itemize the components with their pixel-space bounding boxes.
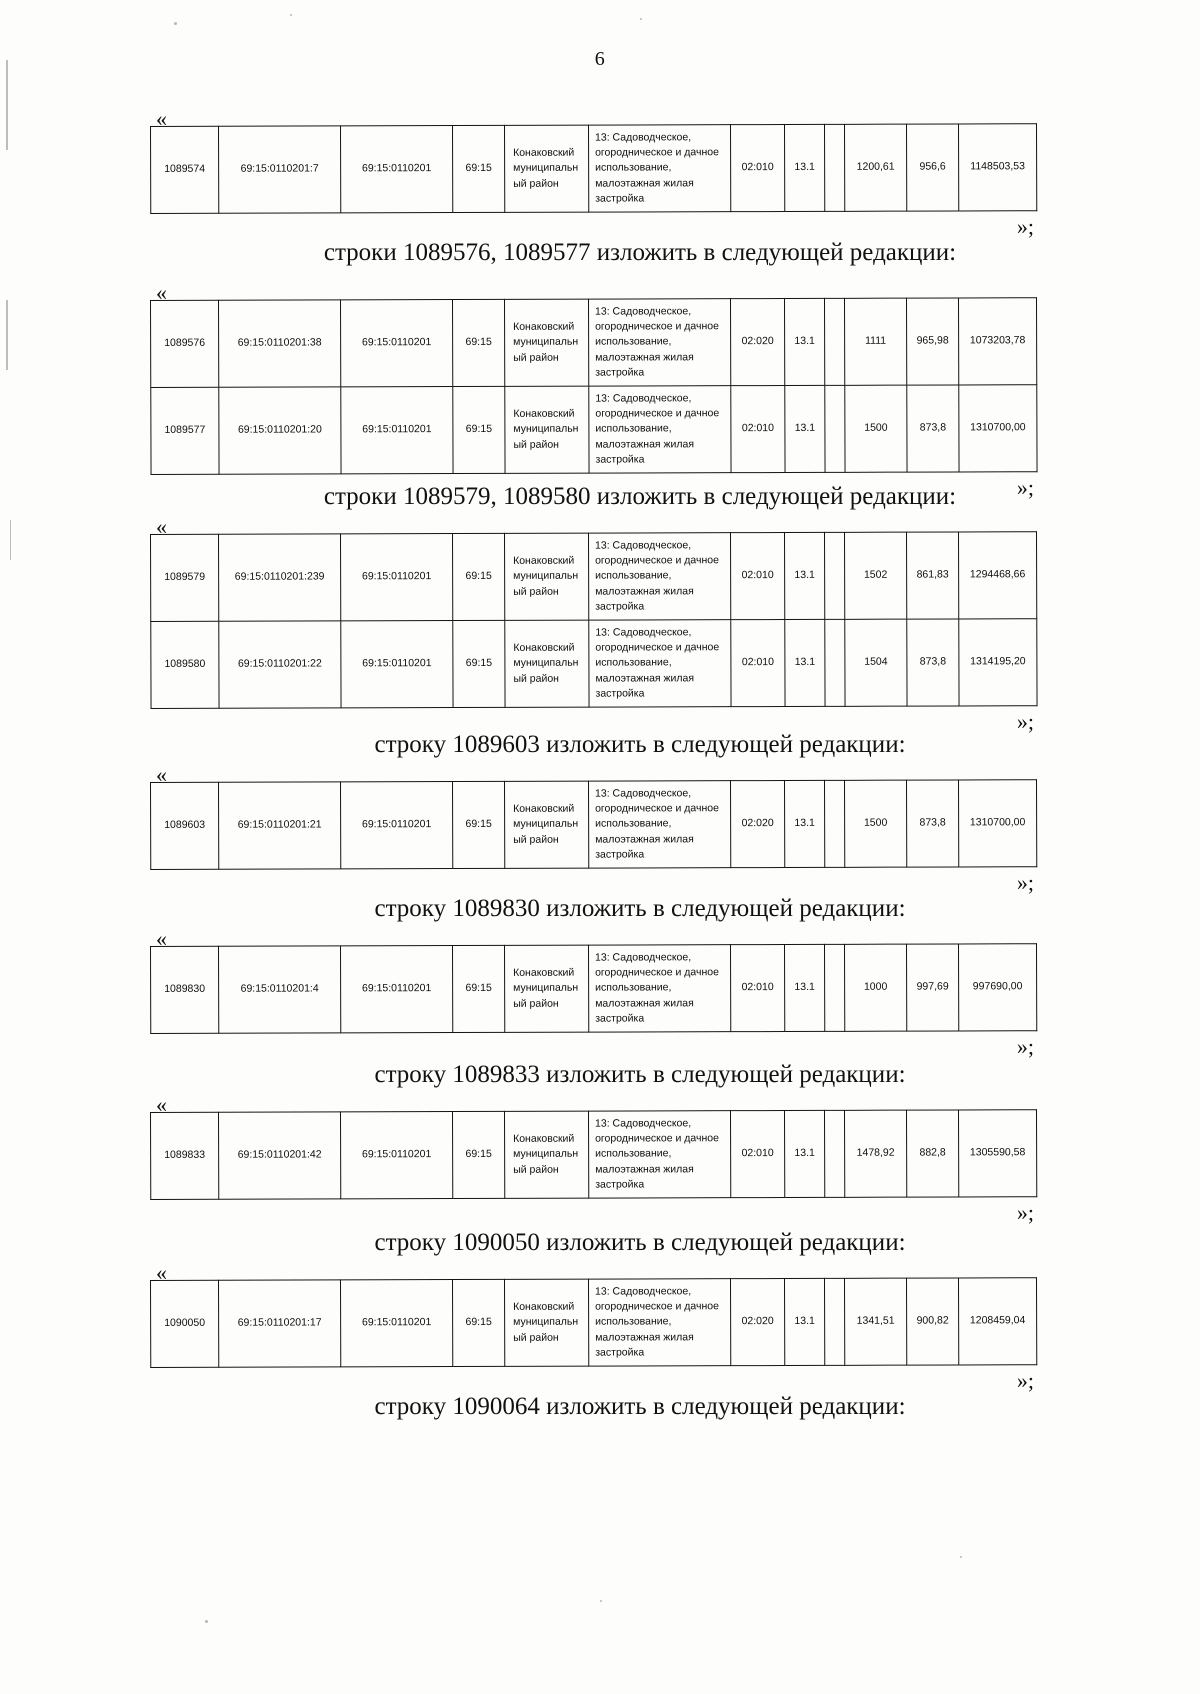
cell-cost: 1294468,66	[958, 532, 1036, 619]
cell-quarter: 69:15:0110201	[341, 621, 453, 708]
cell-vri: 13.1	[785, 619, 825, 706]
cell-municipality: Конаковский муниципальный район	[505, 620, 589, 707]
quote-open: «	[156, 1260, 167, 1285]
quote-open: «	[156, 1092, 167, 1117]
scan-artifact	[6, 300, 8, 370]
section-1089574	[150, 108, 1070, 240]
cell-cost: 1310700,00	[958, 780, 1036, 867]
section-1089603	[150, 730, 1070, 760]
cell-cadastral-number: 69:15:0110201:42	[219, 1112, 341, 1199]
cell-municipality: Конаковский муниципальный район	[504, 1279, 588, 1366]
table-row	[151, 1110, 1037, 1200]
cell-cost: 1208459,04	[958, 1278, 1036, 1365]
cell-row-id: 1089577	[151, 387, 219, 474]
cell-region: 69:15	[453, 620, 505, 707]
section-intro: строку 1089830 изложить в следующей редакции:	[374, 895, 906, 922]
cell-quarter: 69:15:0110201	[341, 1112, 453, 1199]
cell-row-id: 1089576	[151, 300, 219, 387]
cell-quarter: 69:15:0110201	[341, 782, 453, 869]
cell-upks: 873,8	[907, 619, 959, 706]
section-intro: строку 1090050 изложить в следующей редакции:	[374, 1229, 906, 1256]
cell-area: 1200,61	[844, 124, 906, 211]
table-row	[151, 1278, 1037, 1368]
cell-municipality: Конаковский муниципальный район	[504, 781, 588, 868]
cell-description: 13: Садоводческое, огородническое и дачное использование, малоэтажная жилая застройка	[588, 945, 730, 1032]
registry-table	[150, 531, 1038, 709]
cell-municipality: Конаковский муниципальный район	[504, 299, 588, 386]
cell-vri: 13.1	[784, 1278, 824, 1365]
table-row	[151, 298, 1037, 388]
cell-code: 02:010	[731, 386, 785, 473]
cell-region: 69:15	[453, 533, 505, 620]
cell-upks: 965,98	[906, 298, 958, 385]
cell-code: 02:020	[730, 1279, 784, 1366]
table-row	[151, 619, 1037, 709]
section-1089830-table	[150, 928, 1070, 1060]
cell-description: 13: Садоводческое, огородническое и дачное использование, малоэтажная жилая застройка	[588, 533, 730, 620]
section-1090050-table	[150, 1262, 1070, 1394]
cell-cost: 1310700,00	[959, 385, 1037, 472]
cell-quarter: 69:15:0110201	[341, 387, 453, 474]
cell-vri: 13.1	[784, 298, 824, 385]
scan-speck	[290, 14, 292, 16]
cell-row-id: 1090050	[151, 1280, 219, 1367]
cell-cost: 1314195,20	[959, 619, 1037, 706]
cell-blank	[825, 619, 845, 706]
cell-blank	[825, 385, 845, 472]
cell-municipality: Конаковский муниципальный район	[504, 125, 588, 212]
quote-open: «	[156, 926, 167, 951]
quote-close: »;	[1016, 709, 1034, 734]
table-row	[151, 944, 1037, 1034]
cell-area: 1341,51	[844, 1278, 906, 1365]
cell-area: 1111	[844, 298, 906, 385]
registry-table	[150, 1277, 1037, 1368]
scan-artifact	[6, 60, 8, 150]
section-intro: строки 1089576, 1089577 изложить в следующей редакции:	[323, 239, 957, 266]
cell-description: 13: Садоводческое, огородническое и дачное использование, малоэтажная жилая застройка	[589, 620, 731, 707]
cell-blank	[824, 124, 844, 211]
scan-speck	[600, 1600, 602, 1602]
section-intro: строку 1089833 изложить в следующей редакции:	[374, 1061, 906, 1088]
section-1089576-1089577	[150, 238, 1070, 268]
cell-cadastral-number: 69:15:0110201:21	[219, 782, 341, 869]
cell-code: 02:010	[730, 125, 784, 212]
table-row	[151, 532, 1037, 622]
cell-cadastral-number: 69:15:0110201:22	[219, 621, 341, 708]
section-1089579-1089580-table	[150, 516, 1070, 735]
cell-area: 1504	[845, 619, 907, 706]
cell-blank	[824, 1278, 844, 1365]
cell-quarter: 69:15:0110201	[341, 300, 453, 387]
cell-municipality: Конаковский муниципальный район	[504, 1111, 588, 1198]
cell-cadastral-number: 69:15:0110201:239	[219, 534, 341, 621]
cell-code: 02:020	[730, 781, 784, 868]
cell-cost: 997690,00	[958, 944, 1036, 1031]
section-1090050	[150, 1228, 1070, 1258]
section-1089833-table	[150, 1094, 1070, 1226]
cell-region: 69:15	[453, 945, 505, 1032]
section-1089579-1089580	[150, 482, 1070, 512]
cell-region: 69:15	[453, 299, 505, 386]
cell-quarter: 69:15:0110201	[341, 946, 453, 1033]
cell-code: 02:020	[730, 299, 784, 386]
cell-blank	[824, 1110, 844, 1197]
quote-open: «	[156, 762, 167, 787]
cell-cost: 1305590,58	[958, 1110, 1036, 1197]
table-row	[151, 385, 1037, 475]
cell-vri: 13.1	[784, 532, 824, 619]
cell-municipality: Конаковский муниципальный район	[504, 533, 588, 620]
cell-blank	[824, 298, 844, 385]
cell-vri: 13.1	[784, 780, 824, 867]
cell-vri: 13.1	[785, 385, 825, 472]
quote-close: »;	[1016, 1034, 1034, 1059]
section-1089830	[150, 894, 1070, 924]
cell-region: 69:15	[453, 1279, 505, 1366]
cell-region: 69:15	[453, 386, 505, 473]
cell-cadastral-number: 69:15:0110201:7	[219, 126, 341, 213]
scan-speck	[960, 1556, 962, 1558]
page-number: 6	[594, 48, 606, 70]
cell-upks: 873,8	[906, 780, 958, 867]
scan-speck	[174, 22, 177, 25]
cell-description: 13: Садоводческое, огородническое и дачное использование, малоэтажная жилая застройка	[588, 781, 730, 868]
section-intro: строки 1089579, 1089580 изложить в следующей редакции:	[323, 483, 957, 510]
cell-quarter: 69:15:0110201	[341, 534, 453, 621]
quote-close: »;	[1016, 1200, 1034, 1225]
table-row	[151, 780, 1037, 870]
cell-blank	[824, 532, 844, 619]
cell-row-id: 1089603	[151, 782, 219, 869]
scan-speck	[640, 18, 642, 20]
section-1089603-table	[150, 764, 1070, 896]
section-intro: строку 1089603 изложить в следующей редакции:	[374, 731, 906, 758]
quote-close: »;	[1016, 870, 1034, 895]
section-intro: строку 1090064 изложить в следующей редакции:	[374, 1393, 906, 1420]
cell-region: 69:15	[453, 781, 505, 868]
cell-cost: 1073203,78	[958, 298, 1036, 385]
cell-upks: 882,8	[906, 1110, 958, 1197]
cell-region: 69:15	[453, 125, 505, 212]
registry-table	[150, 943, 1037, 1034]
cell-description: 13: Садоводческое, огородническое и дачное использование, малоэтажная жилая застройка	[588, 125, 730, 212]
cell-code: 02:010	[730, 1111, 784, 1198]
quote-open: «	[156, 106, 167, 131]
cell-description: 13: Садоводческое, огородническое и дачное использование, малоэтажная жилая застройка	[588, 299, 730, 386]
scan-artifact	[10, 520, 11, 560]
cell-area: 1000	[844, 944, 906, 1031]
cell-area: 1500	[844, 780, 906, 867]
cell-row-id: 1089833	[151, 1112, 219, 1199]
registry-table	[150, 123, 1037, 214]
cell-municipality: Конаковский муниципальный район	[505, 386, 589, 473]
cell-cadastral-number: 69:15:0110201:38	[219, 300, 341, 387]
cell-row-id: 1089574	[151, 126, 219, 213]
cell-upks: 956,6	[906, 124, 958, 211]
cell-vri: 13.1	[784, 944, 824, 1031]
cell-description: 13: Садоводческое, огородническое и дачное использование, малоэтажная жилая застройка	[589, 386, 731, 473]
registry-table	[150, 779, 1037, 870]
cell-municipality: Конаковский муниципальный район	[504, 945, 588, 1032]
cell-cadastral-number: 69:15:0110201:20	[219, 387, 341, 474]
quote-close: »;	[1016, 475, 1034, 500]
table-row	[151, 124, 1037, 214]
cell-area: 1500	[845, 385, 907, 472]
cell-blank	[824, 780, 844, 867]
quote-open: «	[156, 514, 167, 539]
cell-area: 1502	[844, 532, 906, 619]
section-1089576-1089577-table	[150, 282, 1070, 501]
cell-upks: 873,8	[907, 385, 959, 472]
scan-speck	[205, 1620, 208, 1623]
cell-cost: 1148503,53	[958, 124, 1036, 211]
section-1090064	[150, 1392, 1070, 1422]
cell-area: 1478,92	[844, 1110, 906, 1197]
cell-blank	[824, 944, 844, 1031]
cell-code: 02:010	[731, 620, 785, 707]
cell-row-id: 1089580	[151, 621, 219, 708]
cell-description: 13: Садоводческое, огородническое и дачное использование, малоэтажная жилая застройка	[588, 1111, 730, 1198]
cell-vri: 13.1	[784, 124, 824, 211]
cell-row-id: 1089830	[151, 946, 219, 1033]
quote-open: «	[156, 280, 167, 305]
registry-table	[150, 1109, 1037, 1200]
cell-quarter: 69:15:0110201	[341, 126, 453, 213]
cell-region: 69:15	[453, 1111, 505, 1198]
cell-cadastral-number: 69:15:0110201:17	[219, 1280, 341, 1367]
cell-code: 02:010	[730, 945, 784, 1032]
cell-cadastral-number: 69:15:0110201:4	[219, 946, 341, 1033]
cell-upks: 900,82	[906, 1278, 958, 1365]
cell-description: 13: Садоводческое, огородническое и дачное использование, малоэтажная жилая застройка	[588, 1279, 730, 1366]
quote-close: »;	[1016, 214, 1034, 239]
quote-close: »;	[1016, 1368, 1034, 1393]
cell-code: 02:010	[730, 533, 784, 620]
cell-upks: 997,69	[906, 944, 958, 1031]
registry-table	[150, 297, 1038, 475]
cell-quarter: 69:15:0110201	[341, 1280, 453, 1367]
cell-upks: 861,83	[906, 532, 958, 619]
cell-vri: 13.1	[784, 1110, 824, 1197]
section-1089833	[150, 1060, 1070, 1090]
cell-row-id: 1089579	[151, 534, 219, 621]
